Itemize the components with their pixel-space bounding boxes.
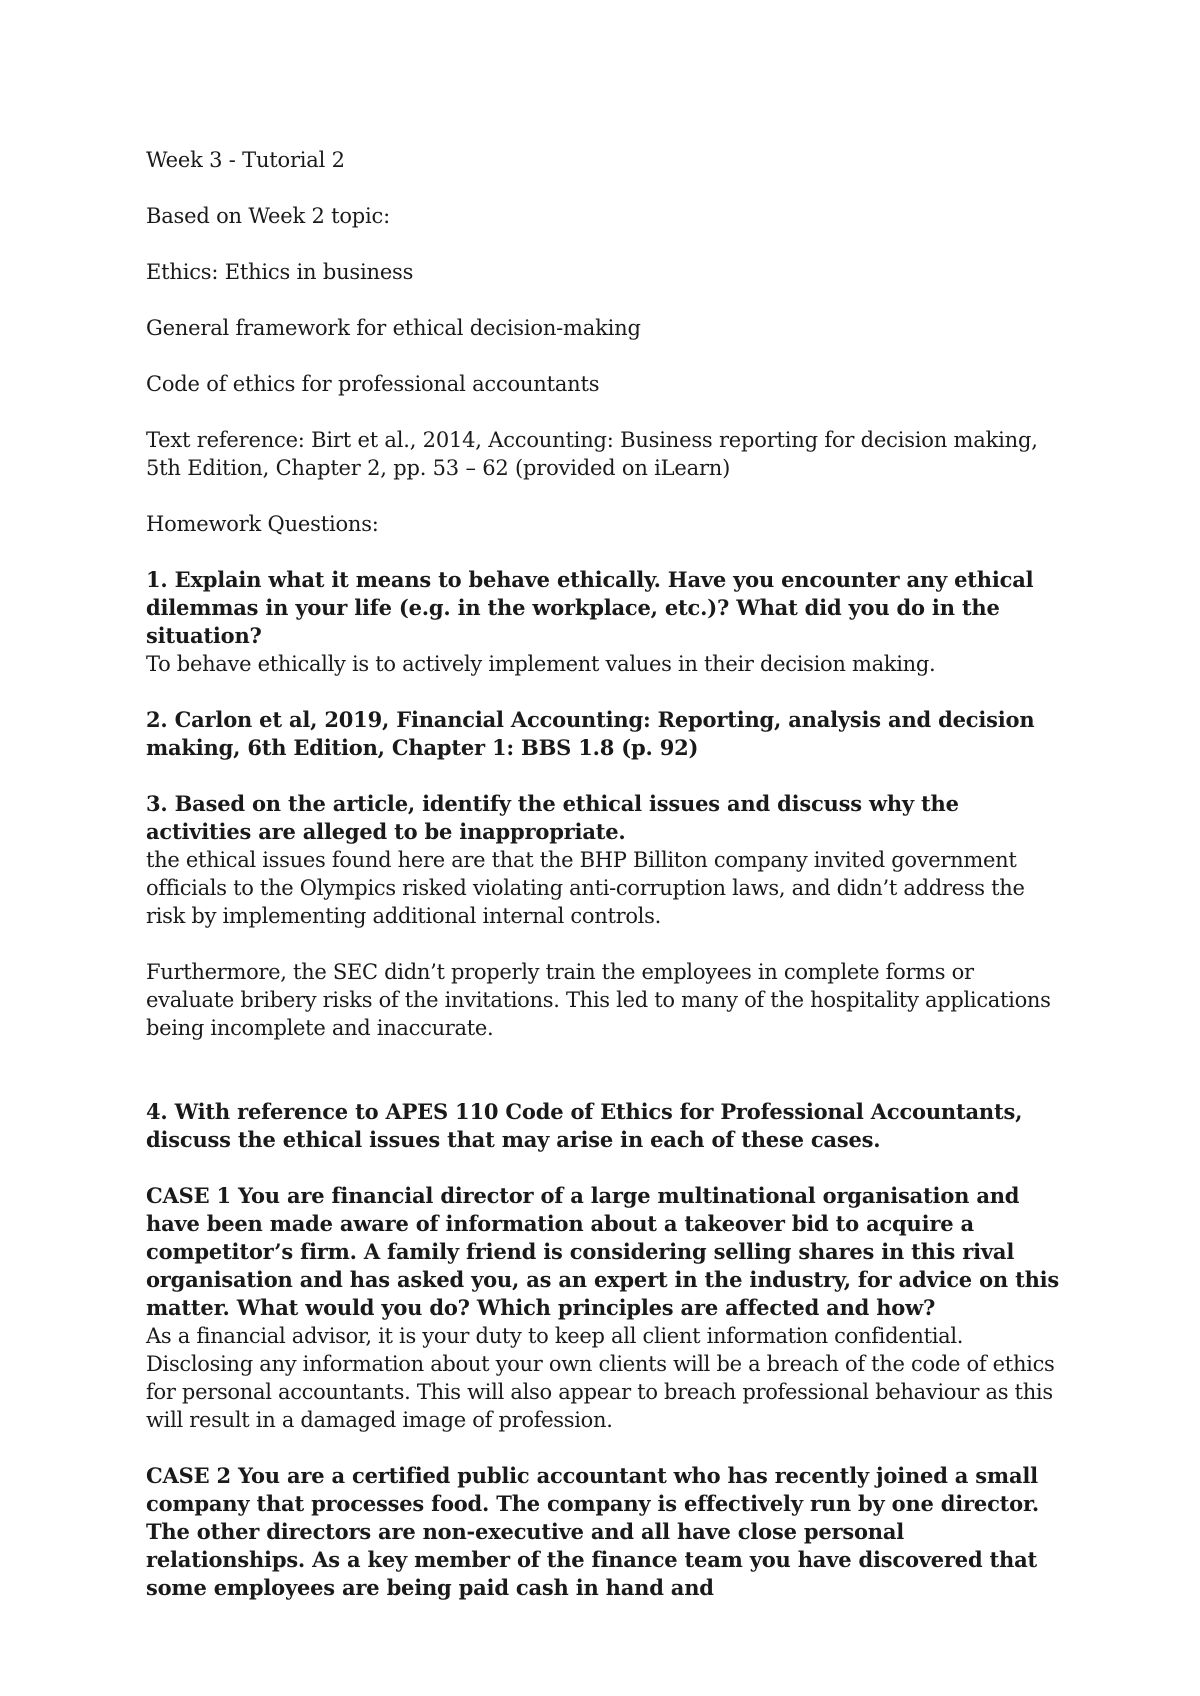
text-reference: Text reference: Birt et al., 2014, Accounting: Business reporting for decision making, 5th Edition, Chapter 2, pp. 53 – 62 (provided on iLearn) xyxy=(146,428,1038,480)
question-2: 2. Carlon et al, 2019, Financial Accounting: Reporting, analysis and decision making, 6th Edition, Chapter 1: BBS 1.8 (p. 92) xyxy=(146,707,1035,760)
answer-3-paragraph-2: Furthermore, the SEC didn’t properly train the employees in complete forms or evaluate bribery risks of the invitations. This led to many of the hospitality applications being incomplete and inaccurate. xyxy=(146,960,1051,1040)
case-2-block xyxy=(146,1462,1066,1602)
question-1: 1. Explain what it means to behave ethically. Have you encounter any ethical dilemmas in your life (e.g. in the workplace, etc.)? What did you do in the situation? xyxy=(146,567,1034,648)
question-1-block xyxy=(146,566,1066,678)
answer-3-paragraph-1: the ethical issues found here are that the BHP Billiton company invited government officials to the Olympics risked violating anti-corruption laws, and didn’t address the risk by implementing additional internal controls. xyxy=(146,848,1025,928)
document-body xyxy=(146,146,1066,1630)
document-title: Week 3 - Tutorial 2 xyxy=(146,148,345,172)
question-3-block xyxy=(146,790,1066,930)
case-1-answer: As a financial advisor, it is your duty to keep all client information confidential. Disclosing any information about your own clients will be a breach of the code of ethics for personal accountants. This will also appear to breach professional behaviour as this will result in a damaged image of profession. xyxy=(146,1324,1055,1432)
topic-code-of-ethics: Code of ethics for professional accountants xyxy=(146,372,600,396)
question-3: 3. Based on the article, identify the ethical issues and discuss why the activities are alleged to be inappropriate. xyxy=(146,791,959,844)
case-1-block xyxy=(146,1182,1066,1434)
answer-1: To behave ethically is to actively implement values in their decision making. xyxy=(146,652,936,676)
topic-ethics-in-business: Ethics: Ethics in business xyxy=(146,260,414,284)
question-4: 4. With reference to APES 110 Code of Ethics for Professional Accountants, discuss the ethical issues that may arise in each of these cases. xyxy=(146,1099,1023,1152)
question-2-block xyxy=(146,706,1066,762)
question-4-block xyxy=(146,1098,1066,1154)
homework-heading: Homework Questions: xyxy=(146,512,379,536)
case-1-question: CASE 1 You are financial director of a large multinational organisation and have been made aware of information about a takeover bid to acquire a competitor’s firm. A family friend is considering selling shares in this rival organisation and has asked you, as an expert in the industry, for advice on this matter. What would you do? Which principles are affected and how? xyxy=(146,1183,1060,1320)
case-2-question: CASE 2 You are a certified public accountant who has recently joined a small company that processes food. The company is effectively run by one director. The other directors are non-executive and all have close personal relationships. As a key member of the finance team you have discovered that some employees are being paid cash in hand and xyxy=(146,1463,1040,1600)
topic-framework: General framework for ethical decision-making xyxy=(146,316,641,340)
based-on-line: Based on Week 2 topic: xyxy=(146,204,390,228)
